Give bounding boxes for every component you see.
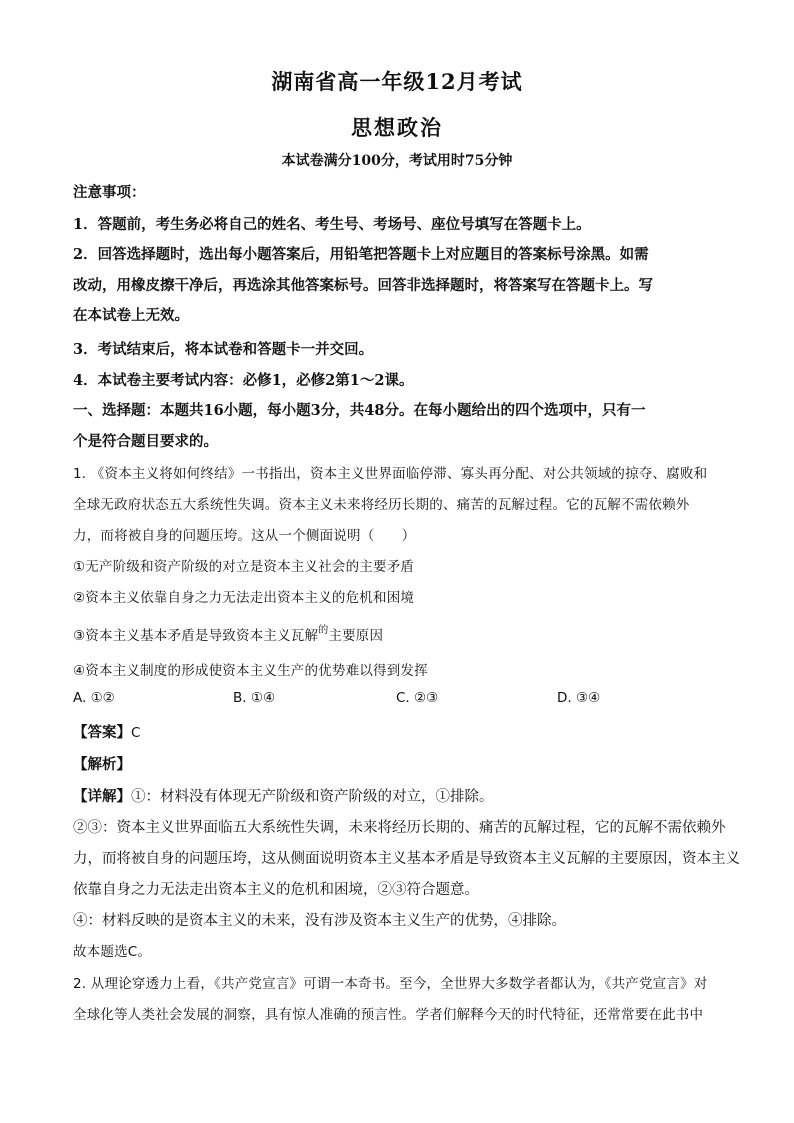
q1-statement-2: ②资本主义依靠自身之力无法走出资本主义的危机和困境 — [73, 590, 415, 606]
notice-item-3: 3．考试结束后，将本试卷和答题卡一并交回。 — [73, 341, 374, 358]
q1-option-c: C. ②③ — [396, 690, 439, 706]
notice-item-1: 1．答题前，考生务必将自己的姓名、考生号、考场号、座位号填写在答题卡上。 — [73, 216, 591, 233]
q1-detail-line-2: ②③：资本主义世界面临五大系统性失调，未来将经历长期的、痛苦的瓦解过程，它的瓦解不需依赖外 — [73, 820, 726, 836]
q1-conclusion: 故本题选C。 — [73, 944, 152, 960]
q1-detail-line-1 — [73, 785, 733, 806]
q1-statement-3-text-b: 主要原因 — [328, 628, 384, 644]
q1-option-a: A. ①② — [73, 690, 115, 706]
notice-item-2-line-2: 改动，用橡皮擦干净后，再选涂其他答案标号。回答非选择题时，将答案写在答题卡上。写 — [73, 277, 653, 294]
q1-statement-4: ④资本主义制度的形成使资本主义生产的优势难以得到发挥 — [73, 663, 428, 679]
q1-detail-line-5: ④：材料反映的是资本主义的未来，没有涉及资本主义生产的优势，④排除。 — [73, 913, 566, 929]
answer-label: 【答案】 — [73, 724, 131, 741]
q1-option-b: B. ①④ — [233, 690, 276, 706]
notice-heading: 注意事项： — [73, 184, 146, 201]
section-heading-line-1: 一、选择题：本题共16小题，每小题3分，共48分。在每小题给出的四个选项中，只有一 — [73, 402, 646, 419]
detail-text-1: ①：材料没有体现无产阶级和资产阶级的对立，①排除。 — [131, 789, 494, 805]
q1-option-d: D. ③④ — [557, 690, 601, 706]
notice-item-2-line-3: 在本试卷上无效。 — [73, 307, 189, 324]
q1-stem-line-2: 全球无政府状态五大系统性失调。资本主义未来将经历长期的、痛苦的瓦解过程。它的瓦解不需依赖外 — [73, 497, 690, 513]
exam-title: 湖南省高一年级12月考试 — [271, 69, 523, 94]
q1-statement-3 — [73, 624, 733, 644]
q1-statement-3-text-a: ③资本主义基本矛盾是导致资本主义瓦解 — [73, 628, 319, 644]
analysis-label: 【解析】 — [73, 756, 131, 773]
answer-value: C — [131, 725, 141, 741]
q2-stem-line-1: 2. 从理论穿透力上看，《共产党宣言》可谓一本奇书。至今，全世界大多数学者都认为，《共产党宣言》对 — [73, 976, 708, 992]
q1-stem-line-3: 力，而将被自身的问题压垮。这从一个侧面说明（ ） — [73, 528, 416, 544]
notice-item-2-line-1: 2．回答选择题时，选出每小题答案后，用铅笔把答题卡上对应题目的答案标号涂黑。如需 — [73, 246, 649, 263]
notice-item-4: 4．本试卷主要考试内容：必修1，必修2第1～2课。 — [73, 372, 414, 389]
section-heading-line-2: 个是符合题目要求的。 — [73, 433, 218, 450]
q1-stem-line-1: 1. 《资本主义将如何终结》一书指出，资本主义世界面临停滞、寡头再分配、对公共领域的掠夺、腐败和 — [73, 466, 708, 482]
subject-title: 思想政治 — [351, 115, 443, 140]
q1-detail-line-4: 依靠自身之力无法走出资本主义的危机和困境，②③符合题意。 — [73, 882, 479, 898]
q2-stem-line-2: 全球化等人类社会发展的洞察，具有惊人准确的预言性。学者们解释今天的时代特征，还常常要在此书中 — [73, 1007, 704, 1023]
q1-answer — [73, 721, 733, 742]
q1-statement-1: ①无产阶级和资产阶级的对立是资本主义社会的主要矛盾 — [73, 559, 415, 575]
detail-label: 【详解】 — [73, 788, 131, 805]
exam-subtitle: 本试卷满分100分，考试用时75分钟 — [281, 153, 513, 169]
q1-detail-line-3: 力，而将被自身的问题压垮，这从侧面说明资本主义基本矛盾是导致资本主义瓦解的主要原因，资本主义 — [73, 851, 740, 867]
q1-statement-3-superscript: 的 — [318, 625, 329, 636]
